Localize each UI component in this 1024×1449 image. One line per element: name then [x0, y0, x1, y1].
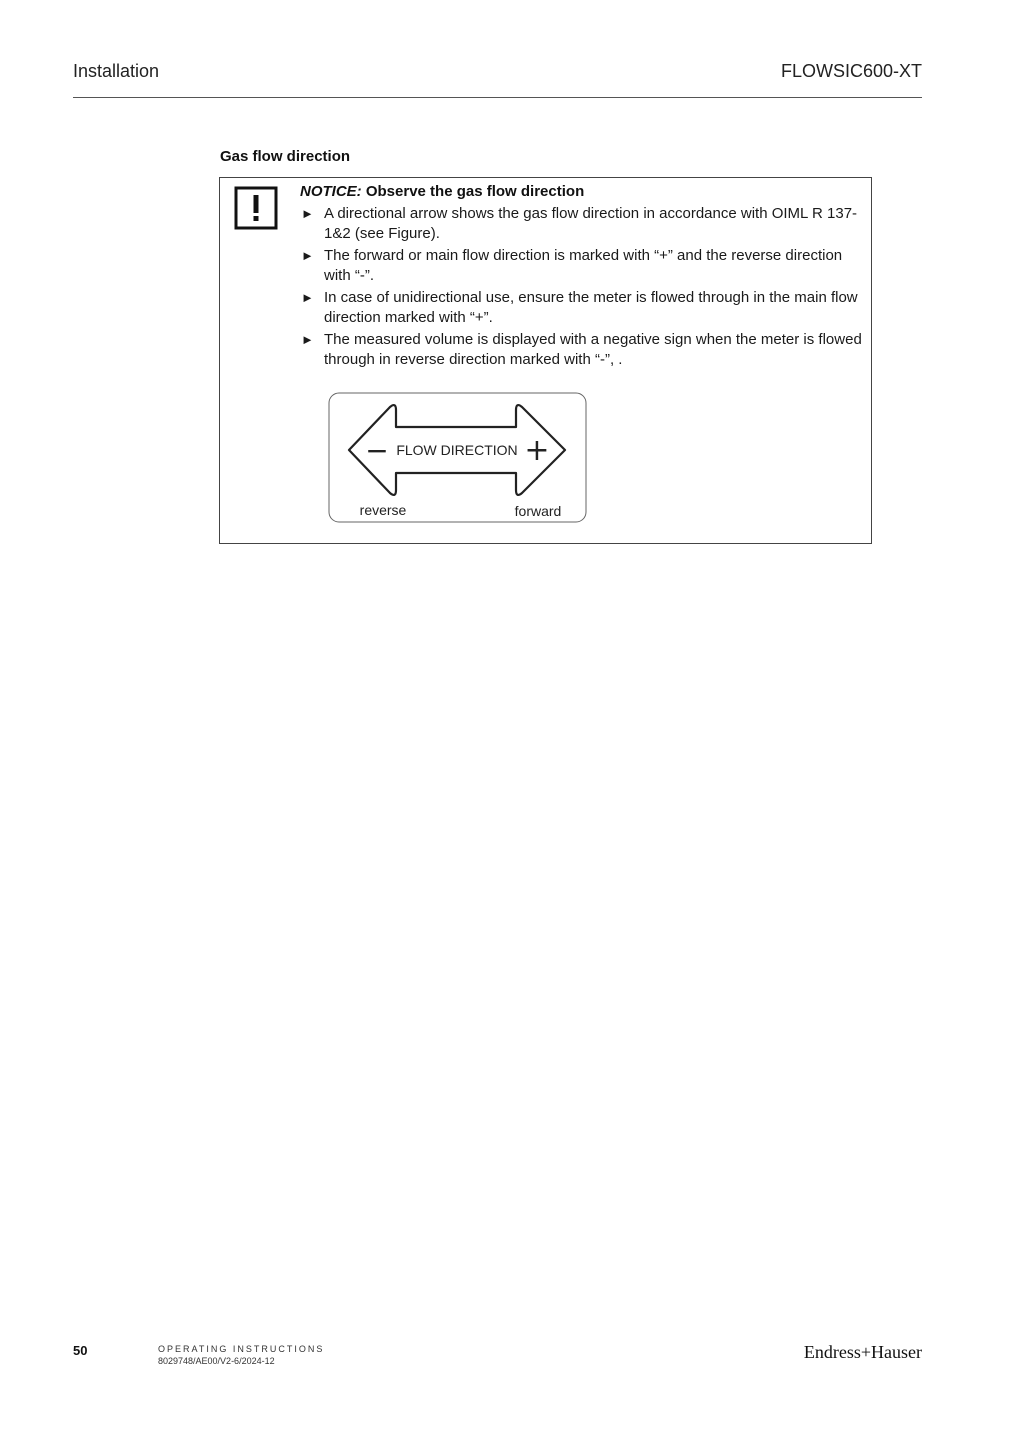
page-number: 50 [73, 1343, 88, 1358]
brand-name: Endress+Hauser [803, 1342, 922, 1362]
plus-sign: + [524, 433, 550, 468]
exclamation-warning-icon [234, 186, 278, 230]
document-id: 8029748/AE00/V2-6/2024-12 [158, 1356, 275, 1366]
notice-box [219, 177, 872, 544]
list-item: ► The measured volume is displayed with a negative sign when the meter is flowed through in reverse direction marked with “-”, . [301, 331, 862, 368]
notice-title [300, 182, 865, 202]
triangle-bullet-icon: ► [301, 206, 314, 221]
section-heading: Gas flow direction [220, 148, 351, 165]
document-type: OPERATING INSTRUCTIONS [158, 1344, 325, 1354]
reverse-label: reverse [359, 502, 407, 518]
minus-sign: − [365, 434, 389, 467]
triangle-bullet-icon: ► [301, 248, 314, 263]
triangle-bullet-icon: ► [301, 290, 314, 305]
list-item: ► In case of unidirectional use, ensure the meter is flowed through in the main flow direction marked with “+”. [301, 289, 858, 326]
header-divider [73, 97, 922, 98]
flow-direction-figure [328, 392, 587, 524]
header-section-title: Installation [73, 61, 160, 81]
triangle-bullet-icon: ► [301, 332, 314, 347]
flow-direction-label: FLOW DIRECTION [396, 442, 518, 458]
list-item: ► A directional arrow shows the gas flow direction in accordance with OIML R 137-1&2 (see Figure). [301, 205, 858, 242]
notice-lead: NOTICE: [300, 183, 362, 200]
notice-title-text: Observe the gas flow direction [365, 183, 585, 200]
notice-content [300, 182, 865, 372]
notice-bullet-list [300, 204, 865, 370]
list-item: ► The forward or main flow direction is marked with “+” and the reverse direction with “-”. [301, 247, 843, 284]
header-product-name: FLOWSIC600-XT [780, 61, 922, 81]
forward-label: forward [514, 503, 562, 519]
